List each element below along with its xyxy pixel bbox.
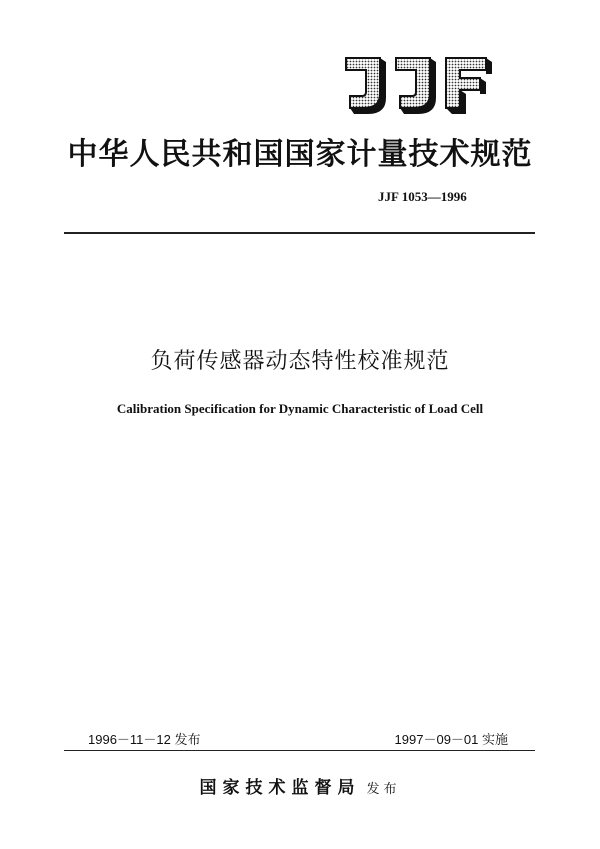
publisher-action: 发布 (366, 782, 401, 797)
series-title: 中华人民共和国国家计量技术规范 (67, 137, 533, 172)
logo-letter-j2-icon (396, 58, 436, 114)
bottom-divider (64, 750, 535, 751)
logo-letter-j1-icon (346, 58, 386, 114)
document-title-en: Calibration Specification for Dynamic Characteristic of Load Cell (116, 401, 484, 416)
document-title-cn: 负荷传感器动态特性校准规范 (150, 349, 450, 374)
publisher-name: 国家技术监督局 (199, 778, 361, 798)
publisher-line (0, 773, 600, 798)
logo-letter-f-icon (446, 58, 492, 114)
top-divider (64, 232, 535, 234)
issue-date: 1996－11－12 发布 (88, 732, 201, 747)
jjf-logo (340, 48, 492, 116)
implementation-date: 1997－09－01 实施 (394, 732, 508, 747)
document-code: JJF 1053—1996 (378, 189, 467, 204)
